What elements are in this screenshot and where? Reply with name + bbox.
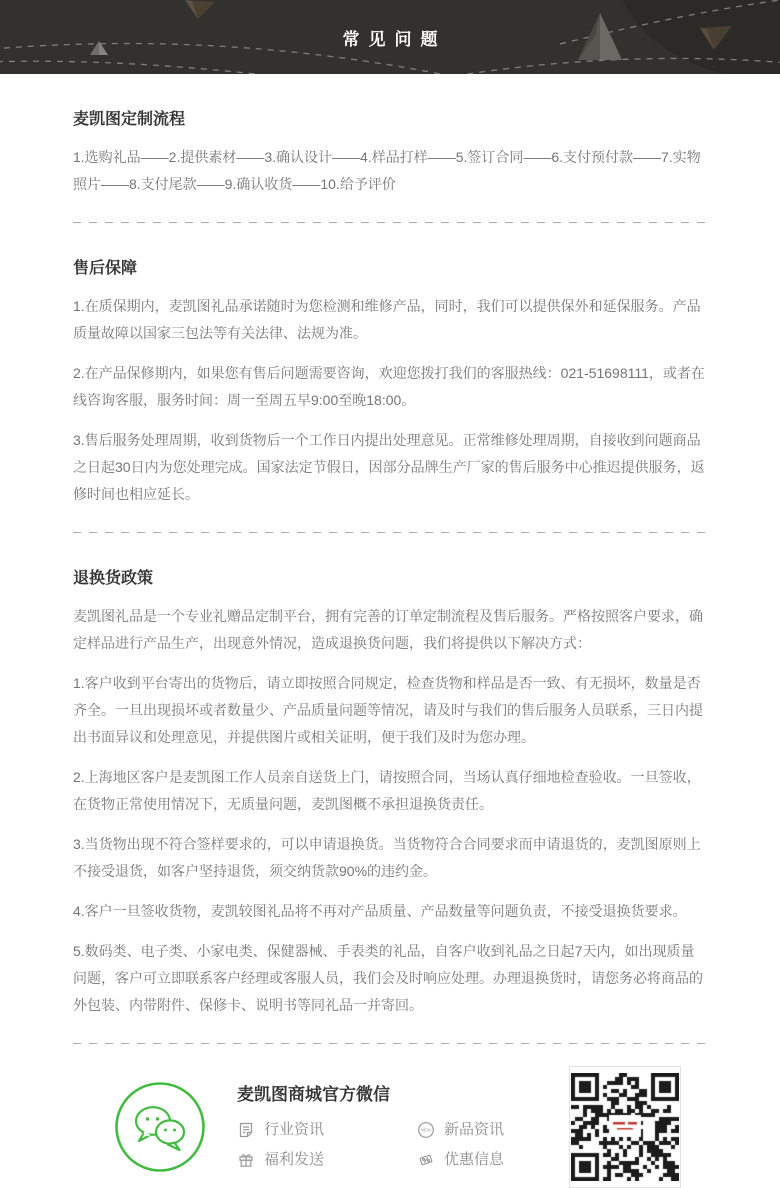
wechat-info — [237, 1084, 569, 1171]
after-sales-paragraph: 1.在质保期内，麦凯图礼品承诺随时为您检测和维修产品，同时，我们可以提供保外和延保服务。产品质量故障以国家三包法等有关法律、法规为准。 — [73, 298, 701, 341]
feature-benefits — [237, 1149, 389, 1171]
qr-code-canvas — [571, 1073, 679, 1181]
section-heading-returns: 退换货政策 — [73, 570, 154, 587]
dashed-divider — [73, 1043, 707, 1044]
section-after-sales — [73, 258, 707, 508]
returns-paragraph: 4.客户一旦签收货物，麦凯较图礼品将不再对产品质量、产品数量等问题负责，不接受退换货要求。 — [73, 903, 687, 919]
new-badge-icon — [417, 1121, 435, 1139]
wechat-icon — [113, 1080, 207, 1174]
page-header — [0, 0, 780, 74]
wechat-footer — [73, 1066, 707, 1188]
section-return-policy — [73, 568, 707, 1019]
feature-label: 福利发送 — [264, 1150, 325, 1168]
gift-icon — [237, 1151, 255, 1169]
process-flow-text: 1.选购礼品——2.提供素材——3.确认设计——4.样品打样——5.签订合同——6.支付预付款——7.实物照片——8.支付尾款——9.确认收货——10.给予评价 — [73, 149, 701, 192]
coupon-icon — [417, 1151, 435, 1169]
dashed-divider — [73, 222, 707, 223]
returns-paragraph: 1.客户收到平台寄出的货物后，请立即按照合同规定，检查货物和样品是否一致、有无损坏，数量是否齐全。一旦出现损坏或者数量少、产品质量问题等情况，请及时与我们的售后服务人员联系，三日内提出书面异议和处理意见，并提供图片或相关证明，便于我们及时为您办理。 — [73, 675, 703, 745]
feature-label: 行业资讯 — [264, 1120, 325, 1138]
page-title: 常见问题 — [342, 29, 447, 49]
after-sales-paragraph: 2.在产品保修期内，如果您有售后问题需要咨询，欢迎您拨打我们的客服热线：021-51698111，或者在线咨询客服，服务时间：周一至周五早9:00至晚18:00。 — [73, 365, 705, 408]
wechat-account-title: 麦凯图商城官方微信 — [237, 1084, 390, 1104]
feature-industry-news — [237, 1119, 389, 1141]
wechat-qr-code — [569, 1066, 681, 1188]
returns-paragraph: 3.当货物出现不符合签样要求的，可以申请退换货。当货物符合合同要求而申请退货的，麦凯图原则上不接受退货，如客户坚持退货，须交纳货款90%的违约金。 — [73, 836, 701, 879]
returns-paragraph: 2.上海地区客户是麦凯图工作人员亲自送货上门，请按照合同，当场认真仔细地检查验收。一旦签收，在货物正常使用情况下，无质量问题，麦凯图概不承担退换货责任。 — [73, 769, 701, 812]
svg-text:NEW: NEW — [420, 1127, 432, 1133]
feature-label: 新品资讯 — [444, 1120, 505, 1138]
dashed-divider — [73, 532, 707, 533]
feature-label: 优惠信息 — [444, 1150, 505, 1168]
returns-intro: 麦凯图礼品是一个专业礼赠品定制平台，拥有完善的订单定制流程及售后服务。严格按照客户要求，确定样品进行产品生产，出现意外情况，造成退换货问题，我们将提供以下解决方式： — [73, 608, 703, 651]
feature-promotions — [417, 1149, 569, 1171]
returns-paragraph: 5.数码类、电子类、小家电类、保健器械、手表类的礼品，自客户收到礼品之日起7天内，如出现质量问题，客户可立即联系客户经理或客服人员，我们会及时响应处理。办理退换货时，请您务必将商品的外包装、内带附件、保修卡、说明书等同礼品一并寄回。 — [73, 943, 703, 1013]
section-custom-process — [73, 109, 707, 198]
section-heading-after-sales: 售后保障 — [73, 260, 138, 277]
faq-content — [73, 109, 707, 1044]
after-sales-paragraph: 3.售后服务处理周期，收到货物后一个工作日内提出处理意见。正常维修处理周期，自接收到问题商品之日起30日内为您处理完成。国家法定节假日，因部分品牌生产厂家的售后服务中心推迟提供服务，返修时间也相应延长。 — [73, 432, 705, 502]
section-heading-process: 麦凯图定制流程 — [73, 111, 186, 128]
wechat-feature-list — [237, 1119, 569, 1171]
feature-new-products — [417, 1119, 569, 1141]
document-icon — [237, 1121, 255, 1139]
